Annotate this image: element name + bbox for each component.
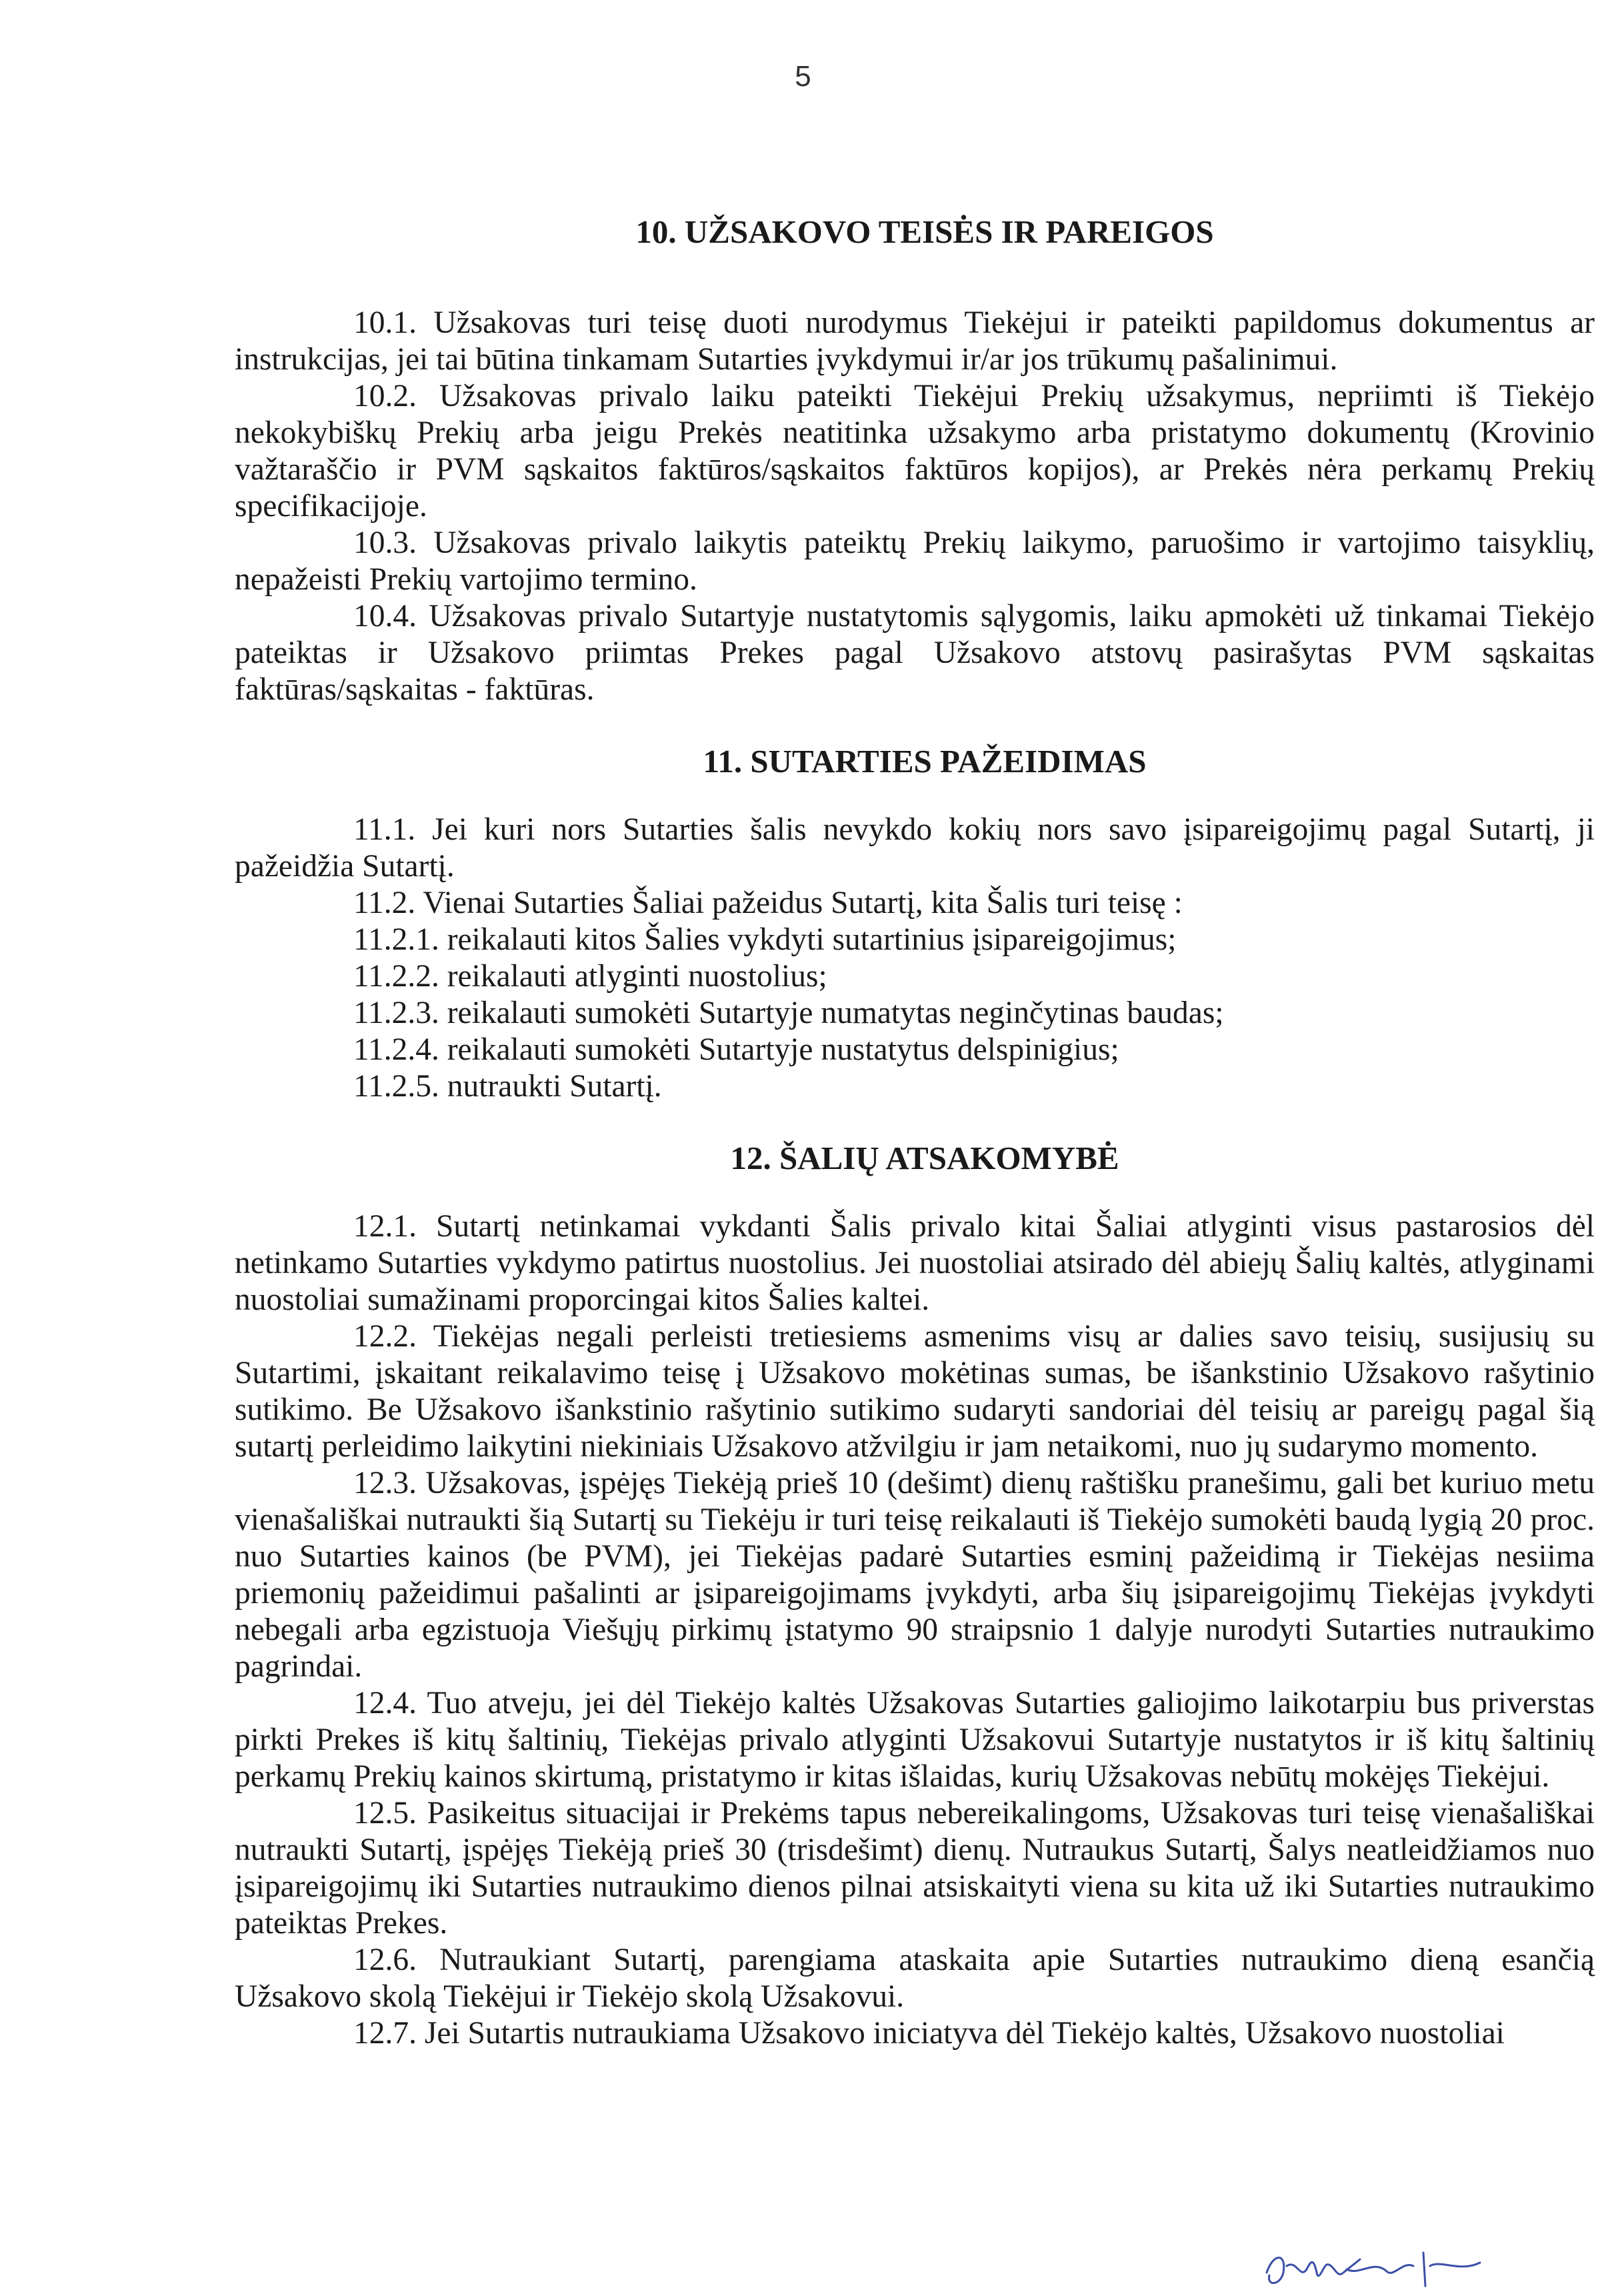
- paragraph-10-4: 10.4. Užsakovas privalo Sutartyje nustatytomis sąlygomis, laiku apmokėti už tinkamai Tiekėjo pateiktas ir Užsakovo priimtas Prekes pagal Užsakovo atstovų pasirašytas PVM sąskaitas faktūras/sąskaitas - faktūras.: [235, 599, 1595, 707]
- section-10-heading: 10. UŽSAKOVO TEISĖS IR PAREIGOS: [635, 213, 1214, 250]
- paragraph-12-2: 12.2. Tiekėjas negali perleisti tretiesiems asmenims visų ar dalies savo teisių, susijusių su Sutartimi, įskaitant reikalavimo teisę į Užsakovo mokėtinas sumas, be išankstinio Užsakovo rašytinio sutikimo. Be Užsakovo išankstinio rašytinio sutikimo sudaryti sandoriai dėl teisių ar pareigų pagal šią sutartį perleidimo laikytini niekiniais Užsakovo atžvilgiu ir jam netaikomi, nuo jų sudarymo momento.: [235, 1319, 1595, 1464]
- list-item-11-2-3: 11.2.3. reikalauti sumokėti Sutartyje numatytas neginčytinas baudas;: [353, 996, 1224, 1030]
- paragraph-12-7: 12.7. Jei Sutartis nutraukiama Užsakovo iniciatyva dėl Tiekėjo kaltės, Užsakovo nuostoliai: [353, 2016, 1505, 2051]
- paragraph-12-1: 12.1. Sutartį netinkamai vykdanti Šalis privalo kitai Šaliai atlyginti visus pastarosios dėl netinkamo Sutarties vykdymo patirtus nuostolius. Jei nuostoliai atsirado dėl abiejų Šalių kaltės, atlyginami nuostoliai sumažinami proporcingai kitos Šalies kaltei.: [235, 1209, 1595, 1317]
- list-item-11-2-4: 11.2.4. reikalauti sumokėti Sutartyje nustatytus delspinigius;: [353, 1032, 1119, 1067]
- handwritten-signature-icon: [1260, 2246, 1513, 2293]
- section-11-heading: 11. SUTARTIES PAŽEIDIMAS: [703, 743, 1147, 780]
- document-body: [235, 213, 1595, 2052]
- list-item-11-2-2: 11.2.2. reikalauti atlyginti nuostolius;: [353, 959, 827, 994]
- paragraph-12-3: 12.3. Užsakovas, įspėjęs Tiekėją prieš 10 (dešimt) dienų raštišku pranešimu, gali bet kuriuo metu vienašališkai nutraukti šią Sutartį su Tiekėju ir turi teisę reikalauti iš Tiekėjo sumokėti baudą lygią 20 proc. nuo Sutarties kainos (be PVM), jei Tiekėjas padarė Sutarties esminį pažeidimą ir Tiekėjas nesiima priemonių pažeidimui pašalinti ar įsipareigojimams įvykdyti, arba šių įsipareigojimų Tiekėjas įvykdyti nebegali arba egzistuoja Viešųjų pirkimų įstatymo 90 straipsnio 1 dalyje nurodyti Sutarties nutraukimo pagrindai.: [235, 1466, 1595, 1684]
- list-item-11-2-5: 11.2.5. nutraukti Sutartį.: [353, 1069, 662, 1104]
- paragraph-12-6: 12.6. Nutraukiant Sutartį, parengiama ataskaita apie Sutarties nutraukimo dieną esančią Užsakovo skolą Tiekėjui ir Tiekėjo skolą Užsakovui.: [235, 1943, 1595, 2014]
- section-12-heading: 12. ŠALIŲ ATSAKOMYBĖ: [730, 1140, 1119, 1176]
- paragraph-10-1: 10.1. Užsakovas turi teisę duoti nurodymus Tiekėjui ir pateikti papildomus dokumentus ar instrukcijas, jei tai būtina tinkamam Sutarties įvykdymui ir/ar jos trūkumų pašalinimui.: [235, 305, 1595, 377]
- list-item-11-2-1: 11.2.1. reikalauti kitos Šalies vykdyti sutartinius įsipareigojimus;: [353, 922, 1177, 957]
- paragraph-11-2: 11.2. Vienai Sutarties Šaliai pažeidus Sutartį, kita Šalis turi teisę :: [353, 886, 1183, 920]
- page-number: 5: [795, 60, 811, 93]
- paragraph-11-1: 11.1. Jei kuri nors Sutarties šalis nevykdo kokių nors savo įsipareigojimų pagal Sutartį, ji pažeidžia Sutartį.: [235, 812, 1595, 884]
- paragraph-10-3: 10.3. Užsakovas privalo laikytis pateiktų Prekių laikymo, paruošimo ir vartojimo taisyklių, nepažeisti Prekių vartojimo termino.: [235, 525, 1595, 597]
- paragraph-12-5: 12.5. Pasikeitus situacijai ir Prekėms tapus nebereikalingoms, Užsakovas turi teisę vienašališkai nutraukti Sutartį, įspėjęs Tiekėją prieš 30 (trisdešimt) dienų. Nutraukus Sutartį, Šalys neatleidžiamos nuo įsipareigojimų iki Sutarties nutraukimo dienos pilnai atsiskaityti viena su kita už iki Sutarties nutraukimo pateiktas Prekes.: [235, 1796, 1595, 1941]
- paragraph-12-4: 12.4. Tuo atveju, jei dėl Tiekėjo kaltės Užsakovas Sutarties galiojimo laikotarpiu bus priverstas pirkti Prekes iš kitų šaltinių, Tiekėjas privalo atlyginti Užsakovui Sutartyje nustatytos ir iš kitų šaltinių perkamų Prekių kainos skirtumą, pristatymo ir kitas išlaidas, kurių Užsakovas nebūtų mokėjęs Tiekėjui.: [235, 1686, 1595, 1794]
- paragraph-10-2: 10.2. Užsakovas privalo laiku pateikti Tiekėjui Prekių užsakymus, nepriimti iš Tiekėjo nekokybiškų Prekių arba jeigu Prekės neatitinka užsakymo arba pristatymo dokumentų (Krovinio važtaraščio ir PVM sąskaitos faktūros/sąskaitos faktūros kopijos), ar Prekės nėra perkamų Prekių specifikacijoje.: [235, 379, 1595, 523]
